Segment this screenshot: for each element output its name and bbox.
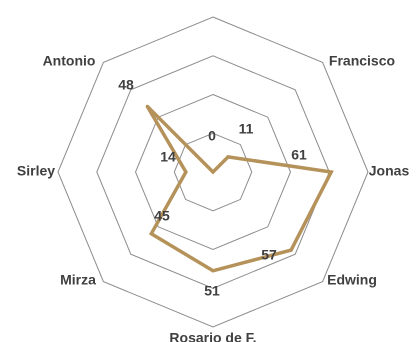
axis-label-mirza: Mirza xyxy=(60,271,96,288)
data-label-6: 14 xyxy=(160,148,176,165)
data-label-2: 61 xyxy=(291,146,307,163)
data-label-3: 57 xyxy=(261,246,277,263)
data-label-5: 45 xyxy=(154,207,170,224)
data-point-1 xyxy=(227,155,230,158)
data-point-0 xyxy=(212,171,215,174)
axis-label-rosario-de-f: Rosario de F. xyxy=(169,329,257,342)
data-point-6 xyxy=(184,171,187,174)
data-label-7: 48 xyxy=(118,76,134,93)
label-layer xyxy=(17,53,410,342)
data-label-1: 11 xyxy=(238,120,254,137)
data-point-7 xyxy=(146,105,149,108)
data-point-2 xyxy=(330,171,333,174)
axis-label-sirley: Sirley xyxy=(16,162,56,179)
axis-label-francisco: Francisco xyxy=(328,52,396,69)
data-point-5 xyxy=(150,232,153,235)
data-label-4: 51 xyxy=(204,282,220,299)
data-point-3 xyxy=(290,249,293,252)
data-label-0: 0 xyxy=(208,127,216,144)
axis-label-edwing: Edwing xyxy=(327,271,377,288)
axis-label-antonio: Antonio xyxy=(42,52,96,69)
axis-label-jonas: Jonas xyxy=(368,162,410,179)
data-point-4 xyxy=(212,269,215,272)
